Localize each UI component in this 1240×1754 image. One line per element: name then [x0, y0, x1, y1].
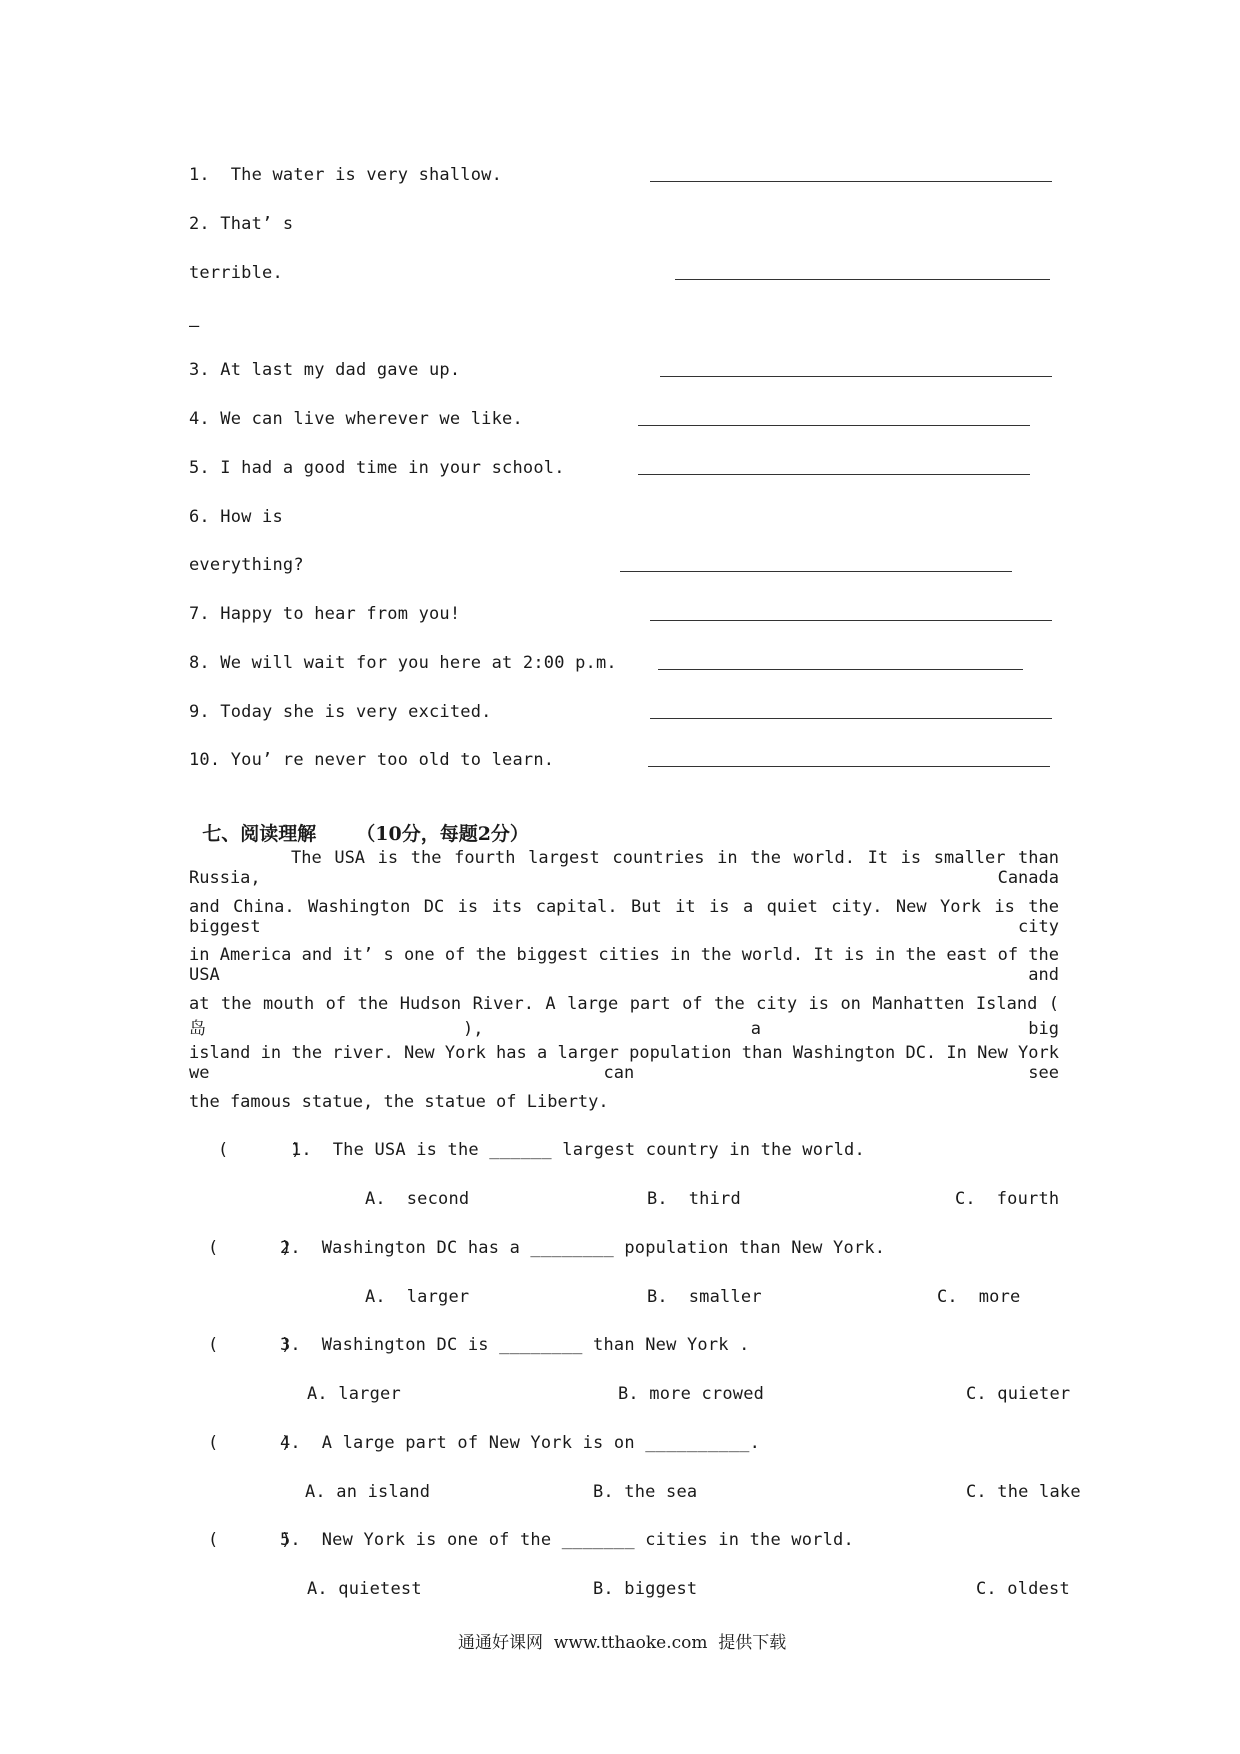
question-5-bracket[interactable]: ( ) [208, 1530, 292, 1550]
sentence-7: 7. Happy to hear from you! [189, 604, 461, 624]
answer-blank-4[interactable] [638, 425, 1030, 426]
question-1-bracket[interactable]: ( ) [218, 1140, 302, 1160]
sentence-4: 4. We can live wherever we like. [189, 409, 523, 429]
passage-line-4: at the mouth of the Hudson River. A large part of the city is on Manhatten Island ( 岛), a big [189, 994, 1059, 1039]
question-3-option-a[interactable]: A. larger [307, 1384, 401, 1404]
sentence-6-line1: 6. How is [189, 507, 283, 527]
sentence-6-line2: everything? [189, 555, 304, 575]
question-4-option-c[interactable]: C. the lake [966, 1482, 1081, 1502]
page-footer: 通通好课网 www.tthaoke.com 提供下载 [458, 1633, 787, 1653]
answer-blank-3[interactable] [660, 376, 1052, 377]
sentence-9: 9. Today she is very excited. [189, 702, 492, 722]
section-score-note: （10分，每题2分） [356, 823, 529, 845]
question-5-stem: 5. New York is one of the _______ cities in the world. [280, 1530, 854, 1550]
sentence-5: 5. I had a good time in your school. [189, 458, 565, 478]
sentence-2-line2: terrible. [189, 263, 283, 283]
sentence-2-line1: 2. That’ s [189, 214, 294, 234]
answer-blank-6[interactable] [620, 571, 1012, 572]
question-5-option-c[interactable]: C. oldest [976, 1579, 1070, 1599]
question-3-option-b[interactable]: B. more crowed [618, 1384, 765, 1404]
question-3-stem: 3. Washington DC is ________ than New York . [280, 1335, 750, 1355]
passage-line-5: island in the river. New York has a larger population than Washington DC. In New York we can see [189, 1043, 1059, 1083]
section-title: 七、阅读理解 [202, 823, 317, 845]
question-1-option-b[interactable]: B. third [647, 1189, 741, 1209]
passage-line-3: in America and it’ s one of the biggest cities in the world. It is in the east of the USA and [189, 945, 1059, 985]
answer-blank-9[interactable] [650, 718, 1052, 719]
section-heading [189, 797, 529, 846]
answer-blank-5[interactable] [638, 474, 1030, 475]
passage-line-1: The USA is the fourth largest countries in the world. It is smaller than Russia, Canada [189, 848, 1059, 888]
sentence-1: 1. The water is very shallow. [189, 165, 503, 185]
question-4-bracket[interactable]: ( ) [208, 1433, 292, 1453]
sentence-2-dash: — [189, 316, 200, 336]
question-4-stem: 4. A large part of New York is on __________. [280, 1433, 761, 1453]
question-1-stem: 1. The USA is the ______ largest country in the world. [291, 1140, 865, 1160]
question-2-option-b[interactable]: B. smaller [647, 1287, 762, 1307]
answer-blank-10[interactable] [648, 766, 1050, 767]
question-2-option-a[interactable]: A. larger [365, 1287, 470, 1307]
sentence-3: 3. At last my dad gave up. [189, 360, 461, 380]
question-5-option-b[interactable]: B. biggest [593, 1579, 698, 1599]
question-2-option-c[interactable]: C. more [937, 1287, 1021, 1307]
answer-blank-7[interactable] [650, 620, 1052, 621]
sentence-10: 10. You’ re never too old to learn. [189, 750, 555, 770]
question-5-option-a[interactable]: A. quietest [307, 1579, 422, 1599]
question-2-bracket[interactable]: ( ) [208, 1238, 292, 1258]
question-4-option-b[interactable]: B. the sea [593, 1482, 698, 1502]
question-2-stem: 2. Washington DC has a ________ population than New York. [280, 1238, 886, 1258]
question-1-option-a[interactable]: A. second [365, 1189, 470, 1209]
passage-line-6: the famous statue, the statue of Liberty. [189, 1092, 609, 1112]
question-4-option-a[interactable]: A. an island [305, 1482, 431, 1502]
question-3-option-c[interactable]: C. quieter [966, 1384, 1071, 1404]
answer-blank-1[interactable] [650, 181, 1052, 182]
sentence-8: 8. We will wait for you here at 2:00 p.m. [189, 653, 617, 673]
question-3-bracket[interactable]: ( ) [208, 1335, 292, 1355]
answer-blank-2[interactable] [675, 279, 1050, 280]
passage-line-2: and China. Washington DC is its capital. But it is a quiet city. New York is the biggest city [189, 897, 1059, 937]
question-1-option-c[interactable]: C. fourth [955, 1189, 1060, 1209]
answer-blank-8[interactable] [658, 669, 1023, 670]
